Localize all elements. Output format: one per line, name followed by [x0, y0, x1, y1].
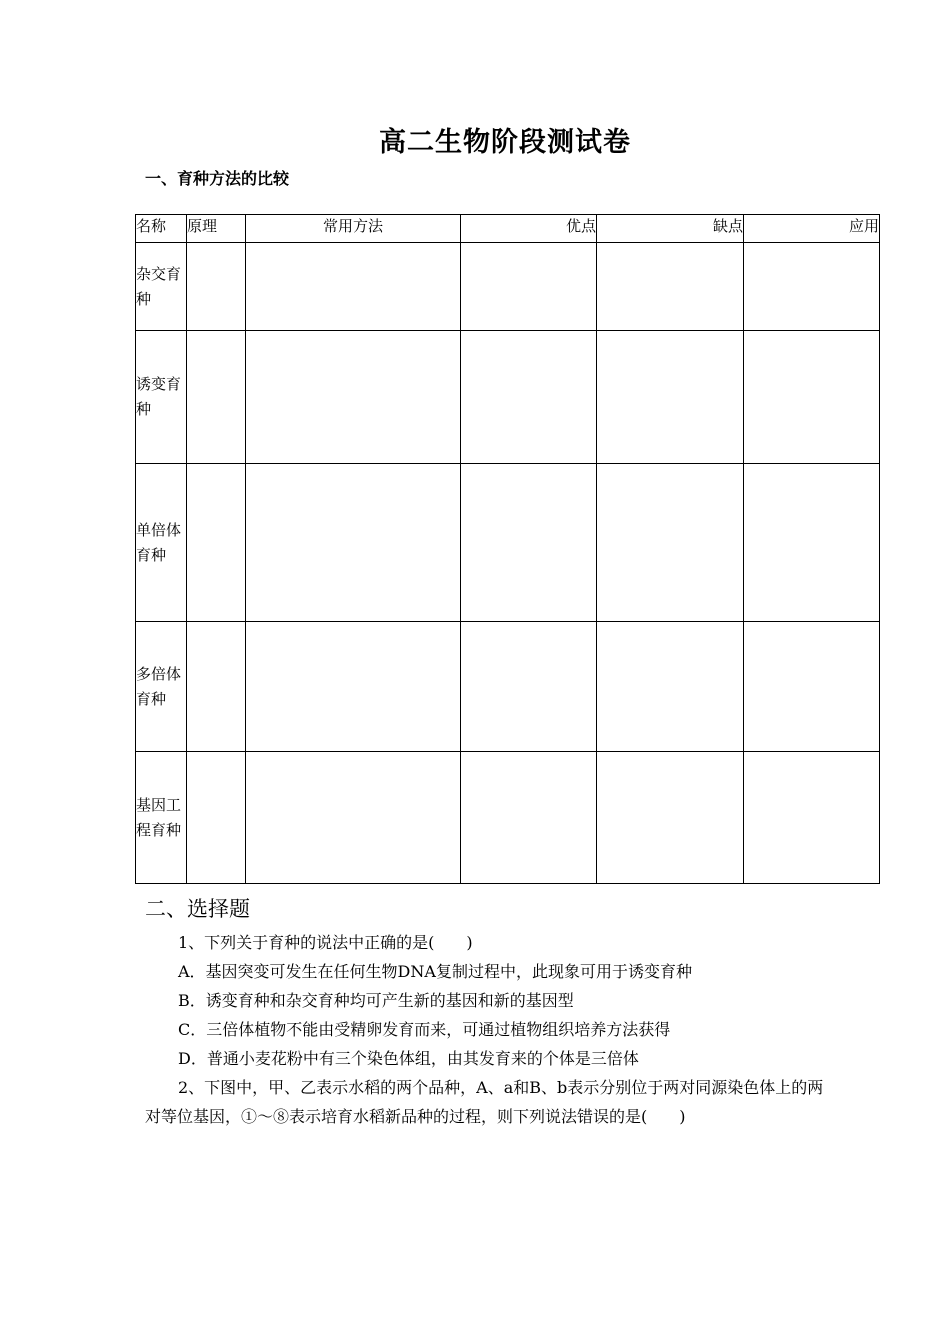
table-cell[interactable] — [187, 331, 246, 464]
column-header-principle: 原理 — [187, 215, 246, 243]
table-cell[interactable] — [187, 752, 246, 884]
column-header-advantages: 优点 — [461, 215, 597, 243]
table-cell[interactable] — [597, 331, 744, 464]
question-1-option-b: B．诱变育种和杂交育种均可产生新的基因和新的基因型 — [178, 991, 574, 1010]
row-name-mutation-breeding: 诱变育种 — [136, 331, 187, 464]
table-cell[interactable] — [246, 622, 461, 752]
table-cell[interactable] — [597, 243, 744, 331]
table-row — [136, 331, 880, 464]
table-row — [136, 464, 880, 622]
table-cell[interactable] — [246, 464, 461, 622]
breeding-methods-table — [135, 214, 880, 884]
section-heading-breeding-comparison: 一、育种方法的比较 — [145, 169, 290, 188]
table-cell[interactable] — [187, 622, 246, 752]
table-cell[interactable] — [744, 243, 880, 331]
table-cell[interactable] — [597, 464, 744, 622]
table-header-row — [136, 215, 880, 243]
table-cell[interactable] — [744, 331, 880, 464]
question-2-stem: 2、下图中，甲、乙表示水稻的两个品种，A、a和B、b表示分别位于两对同源染色体上的两对等位基因，①～⑧表示培育水稻新品种的过程，则下列说法错误的是( ) — [145, 1078, 824, 1126]
column-header-method: 常用方法 — [246, 215, 461, 243]
table-cell[interactable] — [246, 752, 461, 884]
table-cell[interactable] — [461, 622, 597, 752]
section-heading-multiple-choice: 二、选择题 — [145, 897, 250, 921]
table-cell[interactable] — [744, 752, 880, 884]
question-1-option-c: C．三倍体植物不能由受精卵发育而来，可通过植物组织培养方法获得 — [178, 1020, 671, 1039]
table-cell[interactable] — [246, 331, 461, 464]
table-cell[interactable] — [187, 464, 246, 622]
row-name-hybrid-breeding: 杂交育种 — [136, 243, 187, 331]
table-cell[interactable] — [461, 752, 597, 884]
row-name-polyploid-breeding: 多倍体育种 — [136, 622, 187, 752]
column-header-name: 名称 — [136, 215, 187, 243]
column-header-disadvantages: 缺点 — [597, 215, 744, 243]
table-cell[interactable] — [461, 464, 597, 622]
table-cell[interactable] — [744, 622, 880, 752]
questions-block — [145, 928, 825, 1131]
row-name-genetic-engineering-breeding: 基因工程育种 — [136, 752, 187, 884]
table-cell[interactable] — [461, 331, 597, 464]
page-title: 高二生物阶段测试卷 — [379, 127, 631, 158]
table-cell[interactable] — [246, 243, 461, 331]
table-cell[interactable] — [744, 464, 880, 622]
column-header-application: 应用 — [744, 215, 880, 243]
table-cell[interactable] — [461, 243, 597, 331]
question-1-option-d: D．普通小麦花粉中有三个染色体组，由其发育来的个体是三倍体 — [178, 1049, 639, 1068]
question-1-option-a: A．基因突变可发生在任何生物DNA复制过程中，此现象可用于诱变育种 — [178, 962, 692, 981]
question-1-stem: 1、下列关于育种的说法中正确的是( ) — [178, 933, 473, 952]
table-cell[interactable] — [597, 622, 744, 752]
table-row — [136, 243, 880, 331]
table-cell[interactable] — [187, 243, 246, 331]
table-cell[interactable] — [597, 752, 744, 884]
row-name-haploid-breeding: 单倍体育种 — [136, 464, 187, 622]
table-row — [136, 622, 880, 752]
table-row — [136, 752, 880, 884]
